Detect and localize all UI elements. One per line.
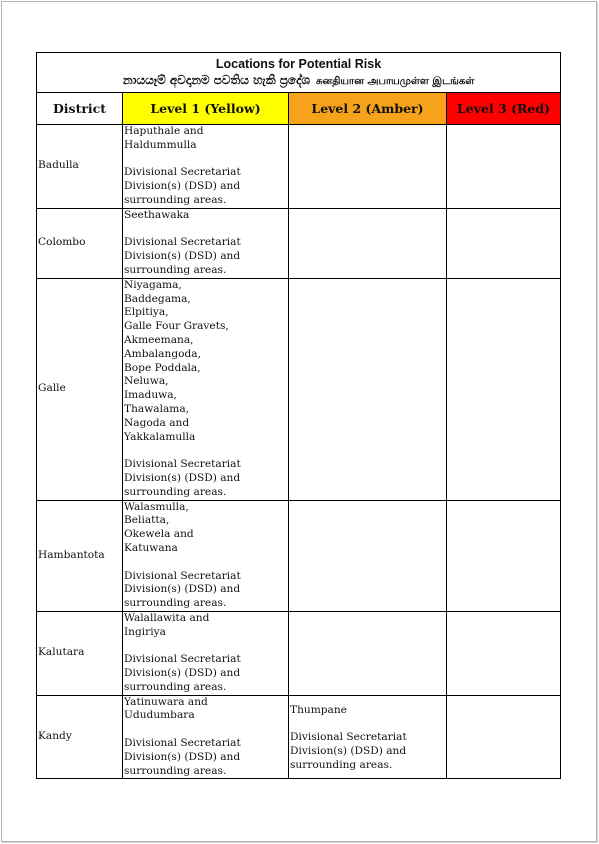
- table-row: [37, 500, 561, 611]
- dsd-note-line: Division(s) (DSD) and: [124, 180, 241, 193]
- dsd-note-line: Divisional Secretariat: [124, 236, 241, 249]
- location-name: Beliatta,: [124, 514, 170, 527]
- title-sinhala: නායයෑම් අවදානම පවතිය හැකි ප්‍රදේශ: [122, 73, 311, 87]
- dsd-note-line: Division(s) (DSD) and: [124, 583, 241, 596]
- title-english: Locations for Potential Risk: [215, 57, 382, 71]
- title-cell: [37, 53, 561, 93]
- dsd-note-line: Division(s) (DSD) and: [124, 750, 241, 763]
- level-2-cell: [289, 500, 447, 611]
- location-name: Thumpane: [290, 703, 347, 716]
- level-2-cell: [289, 611, 447, 695]
- dsd-note-line: Divisional Secretariat: [290, 731, 407, 744]
- location-name: Seethawaka: [124, 208, 190, 221]
- district-cell: Kandy: [37, 695, 123, 779]
- location-name: Neluwa,: [124, 375, 169, 388]
- location-name: Thawalama,: [124, 402, 190, 415]
- title-row: [37, 53, 561, 93]
- dsd-note-line: Division(s) (DSD) and: [124, 667, 241, 680]
- location-name: Galle Four Gravets,: [124, 320, 229, 333]
- table-row: [37, 208, 561, 278]
- location-name: Walasmulla,: [124, 500, 189, 513]
- dsd-note-line: Divisional Secretariat: [124, 653, 241, 666]
- table-row: [37, 695, 561, 779]
- header-level-1: Level 1 (Yellow): [123, 93, 289, 125]
- level-2-cell: [289, 125, 447, 209]
- header-level-3: Level 3 (Red): [447, 93, 561, 125]
- level-2-cell: [289, 208, 447, 278]
- level-3-cell: [447, 611, 561, 695]
- location-name: Imaduwa,: [124, 389, 177, 402]
- location-name: Akmeemana,: [124, 333, 194, 346]
- table-row: [37, 611, 561, 695]
- district-cell: Hambantota: [37, 500, 123, 611]
- location-name: Okewela and: [124, 528, 194, 541]
- spacer: [124, 556, 287, 570]
- level-2-cell: [289, 278, 447, 500]
- location-name: Ingiriya: [124, 625, 166, 638]
- spacer: [124, 723, 287, 737]
- level-1-cell: [123, 278, 289, 500]
- level-1-cell: [123, 125, 289, 209]
- location-name: Ambalangoda,: [124, 347, 201, 360]
- location-name: Niyagama,: [124, 278, 182, 291]
- dsd-note-line: Division(s) (DSD) and: [290, 745, 407, 758]
- location-name: Baddegama,: [124, 292, 191, 305]
- level-3-cell: [447, 125, 561, 209]
- table-row: [37, 125, 561, 209]
- dsd-note-line: surrounding areas.: [124, 193, 227, 206]
- location-name: Katuwana: [124, 541, 178, 554]
- location-name: Yakkalamulla: [124, 430, 196, 443]
- location-name: Haldummulla: [124, 138, 197, 151]
- location-name: Bope Poddala,: [124, 361, 201, 374]
- level-1-cell: [123, 500, 289, 611]
- dsd-note-line: surrounding areas.: [124, 597, 227, 610]
- location-name: Haputhale and: [124, 125, 204, 137]
- risk-locations-table: [36, 52, 561, 779]
- dsd-note-line: surrounding areas.: [124, 263, 227, 276]
- location-name: Nagoda and: [124, 416, 190, 429]
- dsd-note-line: Division(s) (DSD) and: [124, 471, 241, 484]
- level-3-cell: [447, 695, 561, 779]
- location-name: Elpitiya,: [124, 306, 169, 319]
- header-district: District: [37, 93, 123, 125]
- level-1-cell: [123, 208, 289, 278]
- spacer: [124, 639, 287, 653]
- dsd-note-line: surrounding areas.: [290, 758, 393, 771]
- level-1-cell: [123, 611, 289, 695]
- title-tamil: சுனதியான அபாயமுள்ள இடங்கள்: [316, 76, 475, 87]
- dsd-note-line: surrounding areas.: [124, 764, 227, 777]
- title-local: [37, 72, 560, 90]
- dsd-note-line: Divisional Secretariat: [124, 166, 241, 179]
- district-cell: Badulla: [37, 125, 123, 209]
- spacer: [290, 717, 445, 731]
- location-name: Ududumbara: [124, 709, 195, 722]
- spacer: [124, 444, 287, 458]
- header-row: [37, 93, 561, 125]
- dsd-note-line: surrounding areas.: [124, 680, 227, 693]
- dsd-note-line: surrounding areas.: [124, 485, 227, 498]
- district-cell: Galle: [37, 278, 123, 500]
- level-1-cell: [123, 695, 289, 779]
- level-3-cell: [447, 278, 561, 500]
- header-level-2: Level 2 (Amber): [289, 93, 447, 125]
- location-name: Yatinuwara and: [124, 695, 208, 708]
- spacer: [124, 153, 287, 167]
- table-row: [37, 278, 561, 500]
- spacer: [124, 223, 287, 237]
- dsd-note-line: Divisional Secretariat: [124, 737, 241, 750]
- level-3-cell: [447, 500, 561, 611]
- level-2-cell: [289, 695, 447, 779]
- dsd-note-line: Divisional Secretariat: [124, 569, 241, 582]
- location-name: Walallawita and: [124, 611, 210, 624]
- district-cell: Colombo: [37, 208, 123, 278]
- district-cell: Kalutara: [37, 611, 123, 695]
- dsd-note-line: Divisional Secretariat: [124, 458, 241, 471]
- dsd-note-line: Division(s) (DSD) and: [124, 250, 241, 263]
- level-3-cell: [447, 208, 561, 278]
